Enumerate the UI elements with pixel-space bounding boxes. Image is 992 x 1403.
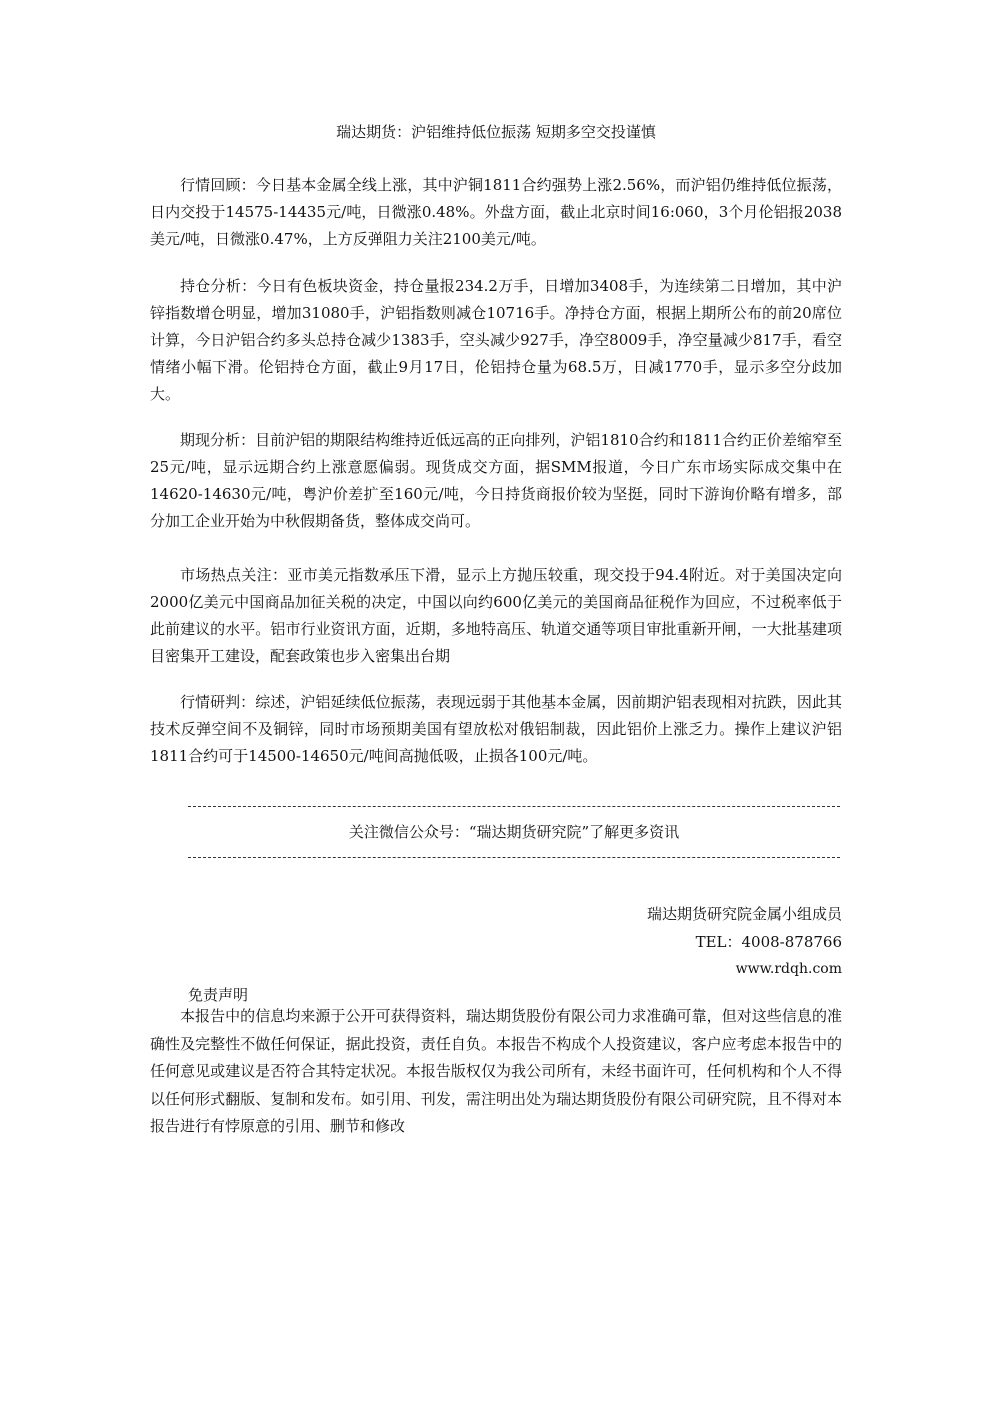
spot-futures-analysis-paragraph: 期现分析：目前沪铝的期限结构维持近低远高的正向排列，沪铝1810合约和1811合约正价差缩窄至25元/吨，显示远期合约上涨意愿偏弱。现货成交方面，据SMM报道，今日广东市场实际成交集中在14620-14630元/吨，粤沪价差扩至160元/吨，今日持货商报价较为坚挺，同时下游询价略有增多，部分加工企业开始为中秋假期备货，整体成交尚可。 (150, 431, 842, 530)
report-title: 瑞达期货：沪铝维持低位振荡 短期多空交投谨慎 (336, 123, 656, 141)
market-hotspot-paragraph: 市场热点关注：亚市美元指数承压下滑，显示上方抛压较重，现交投于94.4附近。对于美国决定向2000亿美元中国商品加征关税的决定，中国以向约600亿美元的美国商品征税作为回应，不过税率低于此前建议的水平。铝市行业资讯方面，近期，多地特高压、轨道交通等项目审批重新开闸，一大批基建项目密集开工建设，配套政策也步入密集出台期 (150, 566, 842, 665)
disclaimer-text: 本报告中的信息均来源于公开可获得资料，瑞达期货股份有限公司力求准确可靠，但对这些信息的准确性及完整性不做任何保证，据此投资，责任自负。本报告不构成个人投资建议，客户应考虑本报告中的任何意见或建议是否符合其特定状况。本报告版权仅为我公司所有，未经书面许可，任何机构和个人不得以任何形式翻版、复制和发布。如引用、刊发，需注明出处为瑞达期货股份有限公司研究院，且不得对本报告进行有悖原意的引用、删节和修改 (150, 1007, 842, 1135)
signature-org: 瑞达期货研究院金属小组成员 (646, 905, 842, 923)
signature-website: www.rdqh.com (735, 961, 842, 977)
position-analysis-paragraph: 持仓分析：今日有色板块资金，持仓量报234.2万手，日增加3408手，为连续第二日增加，其中沪锌指数增仓明显，增加31080手，沪铝指数则减仓10716手。净持仓方面，根据上期所公布的前20席位计算，今日沪铝合约多头总持仓减少1383手，空头减少927手，净空8009手，净空量减少817手，看空情绪小幅下滑。伦铝持仓方面，截止9月17日，伦铝持仓量为68.5万，日减1770手，显示多空分歧加大。 (150, 277, 842, 403)
market-review-paragraph: 行情回顾：今日基本金属全线上涨，其中沪铜1811合约强势上涨2.56%，而沪铝仍维持低位振荡，日内交投于14575-14435元/吨，日微涨0.48%。外盘方面，截止北京时间16:060，3个月伦铝报2038美元/吨，日微涨0.47%，上方反弹阻力关注2100美元/吨。 (150, 176, 842, 248)
signature-tel: TEL：4008-878766 (695, 933, 842, 951)
dashed-divider-top (188, 806, 840, 807)
disclaimer-title: 免责声明 (188, 986, 249, 1004)
market-outlook-paragraph: 行情研判：综述，沪铝延续低位振荡，表现远弱于其他基本金属，因前期沪铝表现相对抗跌，因此其技术反弹空间不及铜锌，同时市场预期美国有望放松对俄铝制裁，因此铝价上涨乏力。操作上建议沪铝1811合约可于14500-14650元/吨间高抛低吸，止损各100元/吨。 (150, 693, 842, 765)
wechat-follow-notice: 关注微信公众号：“瑞达期货研究院”了解更多资讯 (348, 823, 680, 841)
dashed-divider-bottom (188, 857, 840, 858)
